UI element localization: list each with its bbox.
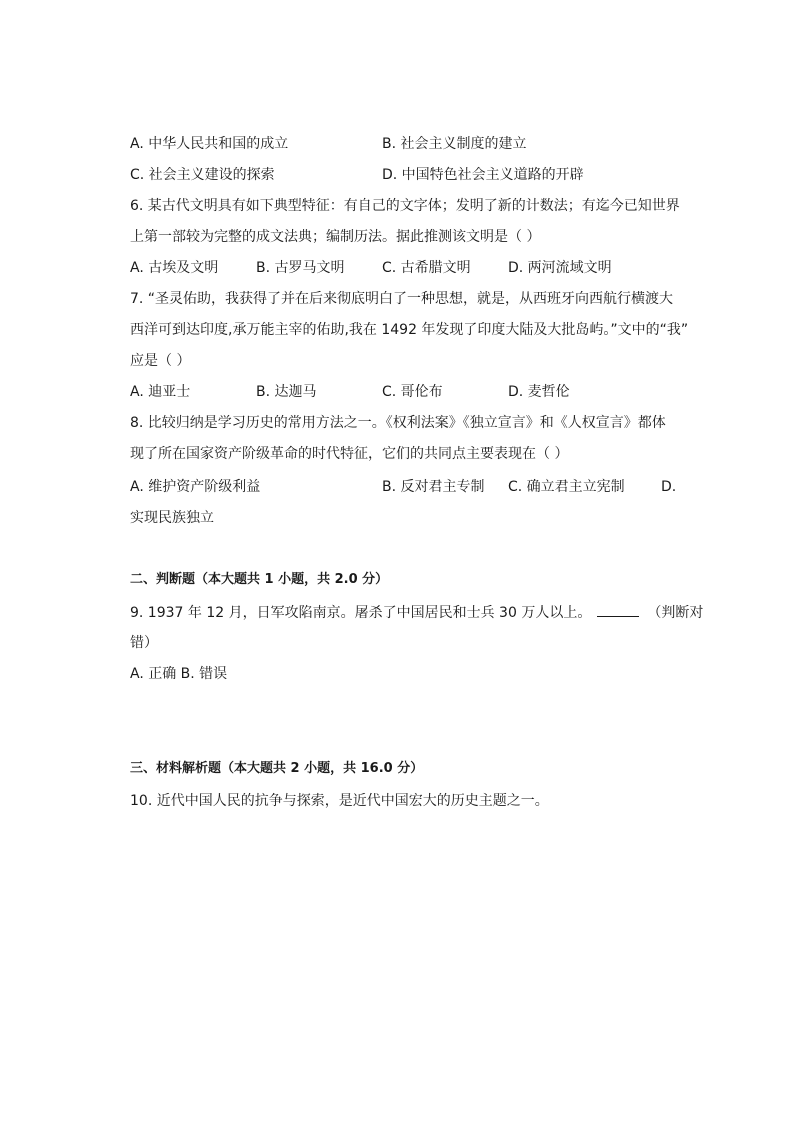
q8-stem-line1: 8. 比较归纳是学习历史的常用方法之一。《权利法案》《独立宣言》和《人权宣言》都体: [130, 415, 666, 431]
q9-text-before: 9. 1937 年 12 月，日军攻陷南京。屠杀了中国居民和士兵 30 万人以上。: [130, 605, 592, 621]
q6-option-c: C. 古希腊文明: [382, 260, 471, 276]
q9-stem-line1: [130, 602, 703, 623]
q7-option-d: D. 麦哲伦: [508, 384, 570, 400]
q6-option-d: D. 两河流域文明: [508, 260, 612, 276]
q6-option-a: A. 古埃及文明: [130, 260, 219, 276]
q7-option-a: A. 迪亚士: [130, 384, 191, 400]
q9-options: A. 正确 B. 错误: [130, 666, 228, 682]
q5-option-d: D. 中国特色社会主义道路的开辟: [382, 167, 584, 183]
q6-stem-line2: 上第一部较为完整的成文法典；编制历法。据此推测该文明是（ ）: [130, 229, 541, 245]
q7-stem-line2: 西洋可到达印度,承万能主宰的佑助,我在 1492 年发现了印度大陆及大批岛屿。”文中的“我”: [130, 322, 689, 338]
q10-stem-line1: 10. 近代中国人民的抗争与探索，是近代中国宏大的历史主题之一。: [130, 793, 549, 809]
q5-option-a: A. 中华人民共和国的成立: [130, 136, 289, 152]
q8-stem-line2: 现了所在国家资产阶级革命的时代特征，它们的共同点主要表现在（ ）: [130, 446, 569, 462]
q5-option-c: C. 社会主义建设的探索: [130, 167, 275, 183]
q5-option-b: B. 社会主义制度的建立: [382, 136, 527, 152]
q9-stem-line2: 错）: [130, 635, 158, 651]
q7-option-c: C. 哥伦布: [382, 384, 443, 400]
q7-stem-line3: 应是（ ）: [130, 353, 191, 369]
q9-answer-blank[interactable]: [597, 602, 639, 617]
q9-text-after: （判断对: [647, 605, 704, 621]
q8-option-a: A. 维护资产阶级利益: [130, 479, 261, 495]
q8-option-b: B. 反对君主专制: [382, 479, 485, 495]
section-title-judgement: 二、判断题（本大题共 1 小题，共 2.0 分）: [130, 572, 389, 587]
section-title-material-analysis: 三、材料解析题（本大题共 2 小题，共 16.0 分）: [130, 761, 424, 776]
q8-option-c: C. 确立君主立宪制: [508, 479, 625, 495]
q8-option-d: D.: [661, 479, 677, 495]
q6-option-b: B. 古罗马文明: [256, 260, 345, 276]
q8-option-d-text: 实现民族独立: [130, 510, 214, 526]
q6-stem-line1: 6. 某古代文明具有如下典型特征：有自己的文字体；发明了新的计数法；有迄今已知世界: [130, 198, 680, 214]
q7-option-b: B. 达迦马: [256, 384, 317, 400]
q7-stem-line1: 7. “圣灵佑助，我获得了并在后来彻底明白了一种思想，就是，从西班牙向西航行横渡大: [130, 291, 674, 307]
